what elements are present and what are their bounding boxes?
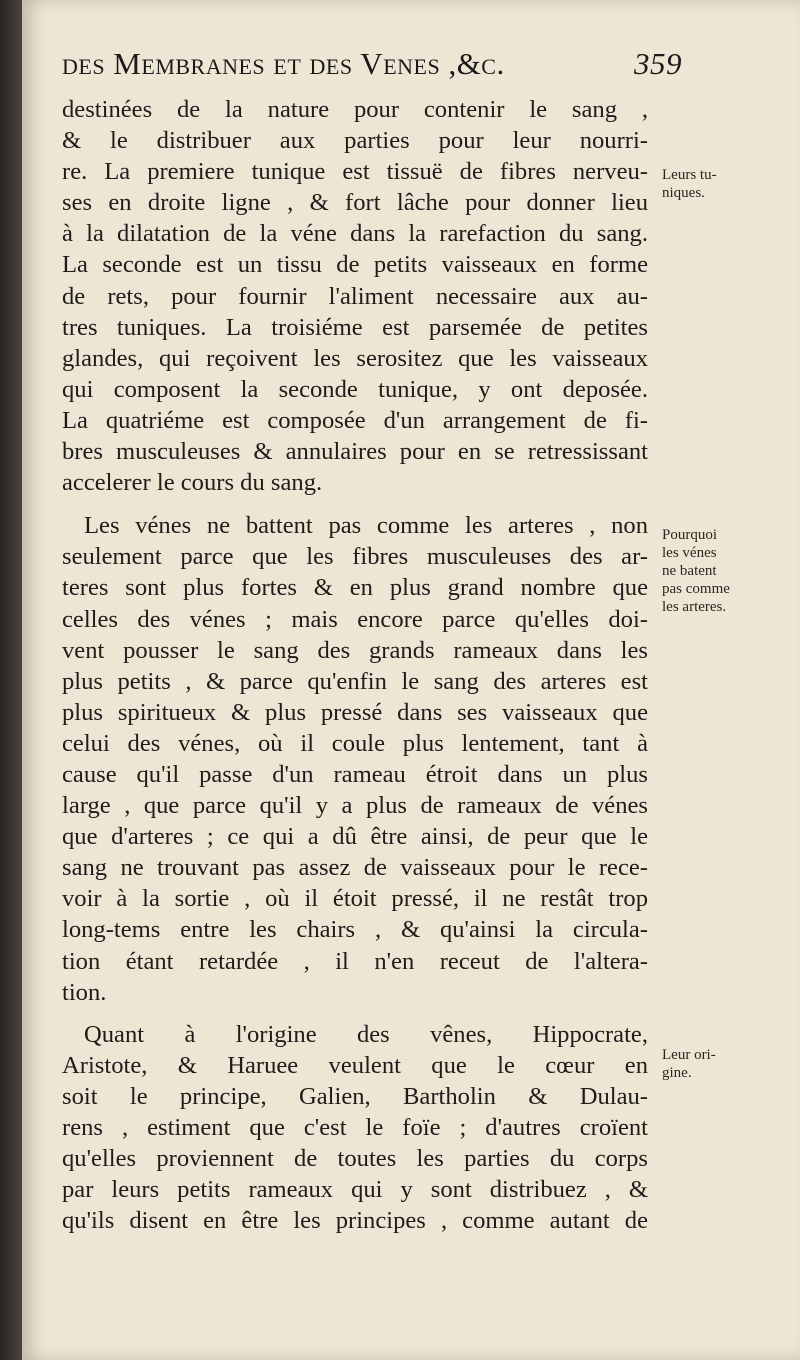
text-line: rens , estiment que c'est le foïe ; d'autres croïent [62, 1114, 648, 1141]
margin-note-line: Leur ori- [662, 1047, 716, 1063]
text-line: sang ne trouvant pas assez de vaisseaux pour le rece- [62, 854, 648, 882]
margin-note [662, 526, 782, 616]
running-header [62, 46, 682, 82]
paragraph [62, 94, 648, 498]
text-line: large , que parce qu'il y a plus de rameaux de vénes [62, 792, 648, 820]
text-line: cause qu'il passe d'un rameau étroit dans un plus [62, 760, 648, 788]
text-line: qu'elles proviennent de toutes les parties du corps [62, 1145, 648, 1173]
paragraph [62, 510, 648, 1008]
text-line: La seconde est un tissu de petits vaisseaux en forme [62, 251, 648, 279]
text-line: glandes, qui reçoivent les serositez que les vaisseaux [62, 344, 648, 372]
margin-note-line: Leurs tu- [662, 167, 717, 183]
margin-note-line: les vénes [662, 545, 717, 561]
text-line: plus spiritueux & plus pressé dans ses vaisseaux que [62, 698, 648, 726]
text-line: tion. [62, 978, 107, 1006]
text-line: accelerer le cours du sang. [62, 469, 323, 497]
paragraph [62, 1019, 648, 1237]
running-title: des Membranes et des Venes ,&c. [62, 46, 505, 81]
body-text [62, 94, 648, 1236]
margin-note-line: Pourquoi [662, 527, 718, 543]
text-line: teres sont plus fortes & en plus grand nombre que [62, 574, 648, 602]
text-line: celles des vénes ; mais encore parce qu'elles doi- [62, 605, 648, 633]
margin-note-line: niques. [662, 185, 705, 201]
text-line: celui des vénes, où il coule plus lentement, tant à [62, 729, 648, 757]
margin-note [662, 166, 782, 202]
page-number: 359 [634, 46, 682, 81]
text-line: tres tuniques. La troisiéme est parsemée de petites [62, 313, 648, 341]
text-line: qui composent la seconde tunique, y ont deposée. [62, 375, 648, 403]
text-line: Quant à l'origine des vênes, Hippocrate, [84, 1020, 648, 1048]
text-line: Les vénes ne battent pas comme les arteres , non [84, 512, 648, 540]
text-line: vent pousser le sang des grands rameaux dans les [62, 636, 648, 664]
text-line: ses en droite ligne , & fort lâche pour donner lieu [62, 189, 648, 217]
text-line: soit le principe, Galien, Bartholin & Dulau- [62, 1082, 648, 1110]
margin-note-line: pas comme [662, 581, 730, 597]
margin-note-line: ne batent [662, 563, 717, 579]
text-line: plus petits , & parce qu'enfin le sang des arteres est [62, 667, 648, 695]
text-line: que d'arteres ; ce qui a dû être ainsi, de peur que le [62, 823, 648, 851]
text-line: voir à la sortie , où il étoit pressé, il ne restât trop [62, 885, 648, 913]
text-line: qu'ils disent en être les principes , comme autant de [62, 1207, 648, 1235]
book-gutter [0, 0, 22, 1360]
text-line: de rets, pour fournir l'aliment necessaire aux au- [62, 282, 648, 310]
text-line: tion étant retardée , il n'en receut de l'altera- [62, 947, 648, 975]
margin-note-line: les arteres. [662, 599, 727, 615]
text-line: Aristote, & Haruee veulent que le cœur en [62, 1051, 648, 1079]
text-line: par leurs petits rameaux qui y sont distribuez , & [62, 1176, 648, 1204]
text-line: seulement parce que les fibres musculeuses des ar- [62, 543, 648, 571]
text-line: re. La premiere tunique est tissuë de fibres nerveu- [62, 158, 648, 186]
text-line: La quatriéme est composée d'un arrangement de fi- [62, 406, 648, 434]
text-line: destinées de la nature pour contenir le sang , [62, 96, 648, 123]
margin-note [662, 1046, 782, 1082]
text-line: & le distribuer aux parties pour leur nourri- [62, 127, 648, 155]
text-line: long-tems entre les chairs , & qu'ainsi la circula- [62, 916, 648, 944]
text-line: à la dilatation de la véne dans la rarefaction du sang. [62, 220, 648, 248]
text-line: bres musculeuses & annulaires pour en se retressissant [62, 438, 648, 466]
margin-note-line: gine. [662, 1065, 692, 1081]
